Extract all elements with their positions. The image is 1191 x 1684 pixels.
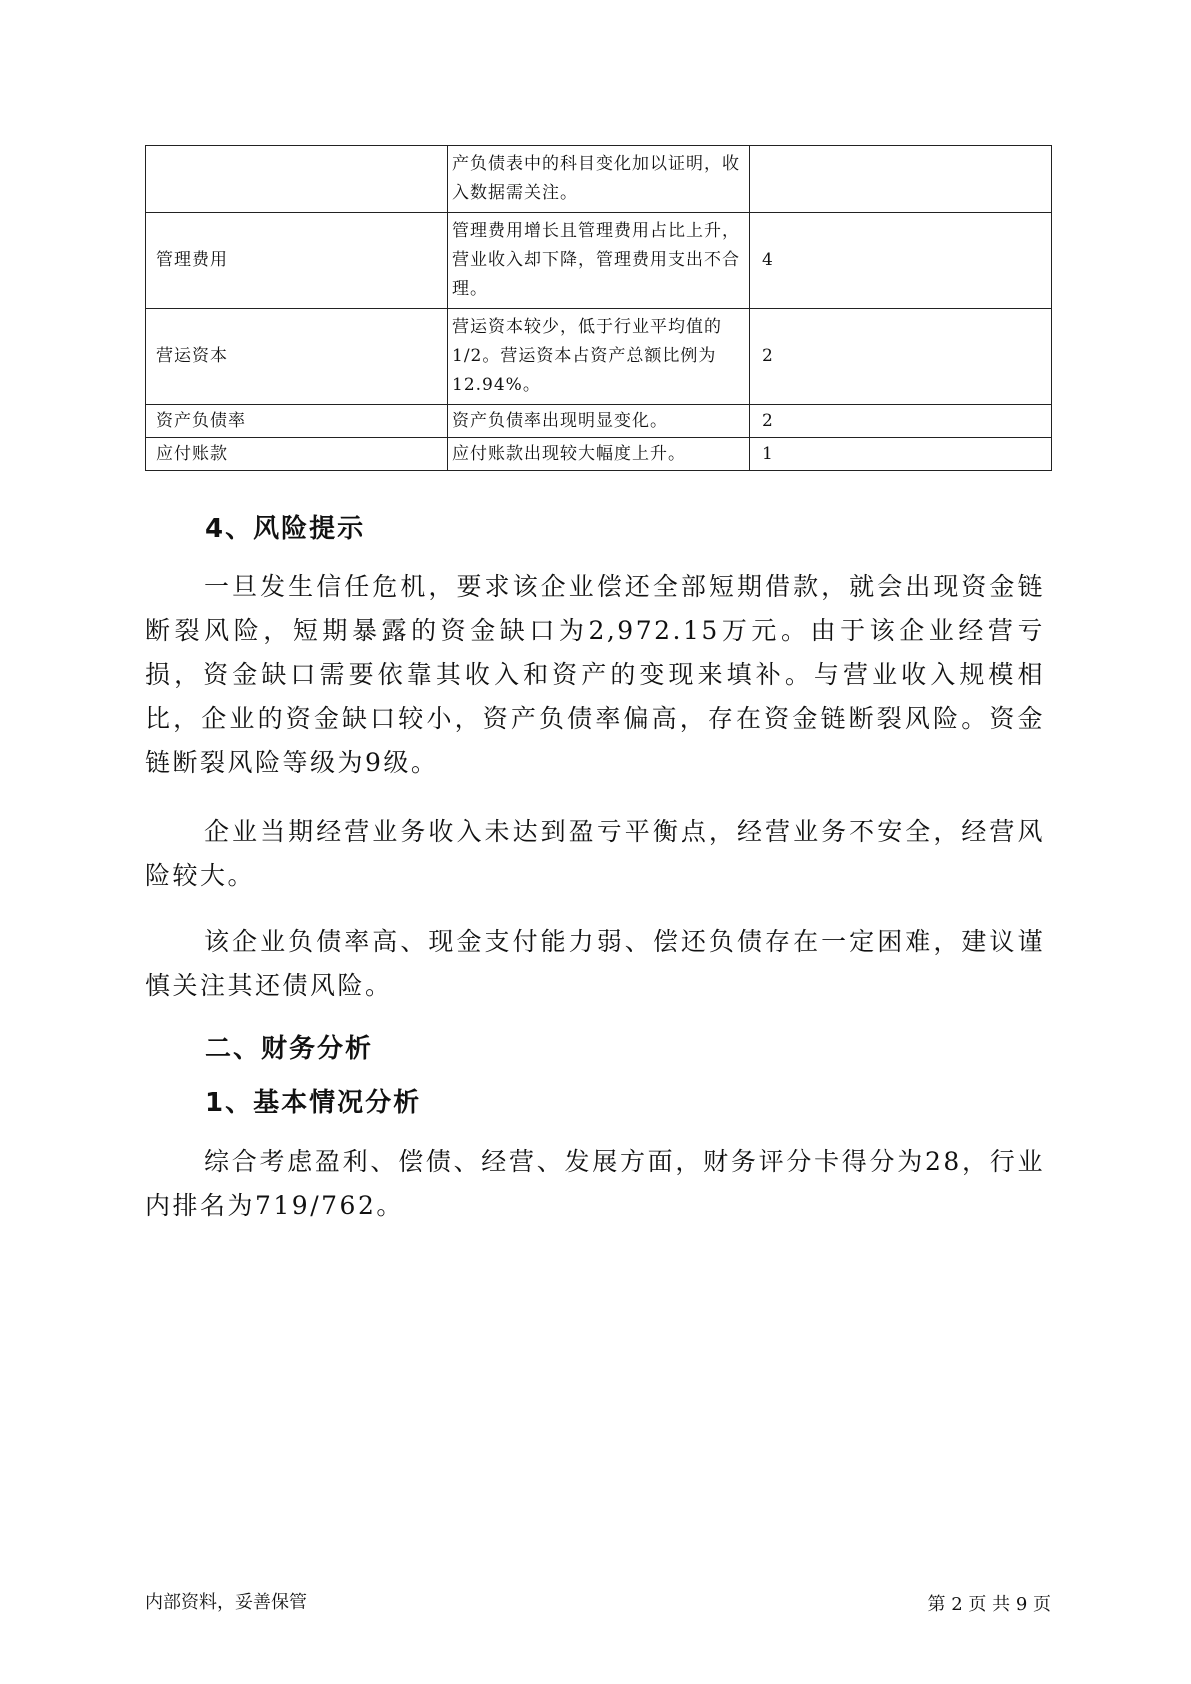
basic-analysis-paragraph: 综合考虑盈利、偿债、经营、发展方面，财务评分卡得分为28，行业内排名为719/762。 <box>145 1147 1045 1220</box>
row-description: 管理费用增长且管理费用占比上升，营业收入却下降，管理费用支出不合理。 <box>448 213 750 309</box>
basic-analysis-heading: 1、基本情况分析 <box>205 1088 422 1118</box>
risk-paragraph: 一旦发生信任危机，要求该企业偿还全部短期借款，就会出现资金链断裂风险，短期暴露的资金缺口为2,972.15万元。由于该企业经营亏损，资金缺口需要依靠其收入和资产的变现来填补。与营业收入规模相比，企业的资金缺口较小，资产负债率偏高，存在资金链断裂风险。资金链断裂风险等级为9级。 <box>145 572 1045 777</box>
page-number: 第 2 页 共 9 页 <box>927 1594 1051 1615</box>
row-item: 资产负债率 <box>146 405 448 438</box>
risk-paragraph: 企业当期经营业务收入未达到盈亏平衡点，经营业务不安全，经营风险较大。 <box>145 817 1045 890</box>
row-item: 管理费用 <box>146 213 448 309</box>
table-row <box>146 438 1052 471</box>
row-description: 产负债表中的科目变化加以证明，收入数据需关注。 <box>448 146 750 213</box>
footer-confidential-note: 内部资料，妥善保管 <box>145 1592 307 1613</box>
row-description: 资产负债率出现明显变化。 <box>448 405 750 438</box>
finance-heading: 二、财务分析 <box>205 1034 374 1064</box>
risk-score-table <box>145 145 1052 471</box>
row-score: 4 <box>750 213 1052 309</box>
row-score: 2 <box>750 405 1052 438</box>
row-score: 2 <box>750 309 1052 405</box>
table-row <box>146 405 1052 438</box>
row-item: 营运资本 <box>146 309 448 405</box>
risk-paragraph: 该企业负债率高、现金支付能力弱、偿还负债存在一定困难，建议谨慎关注其还债风险。 <box>145 927 1045 1000</box>
row-item <box>146 146 448 213</box>
row-item: 应付账款 <box>146 438 448 471</box>
row-score: 1 <box>750 438 1052 471</box>
table-row <box>146 146 1052 213</box>
row-score <box>750 146 1052 213</box>
table-row <box>146 213 1052 309</box>
table-row <box>146 309 1052 405</box>
row-description: 营运资本较少，低于行业平均值的1/2。营运资本占资产总额比例为12.94%。 <box>448 309 750 405</box>
row-description: 应付账款出现较大幅度上升。 <box>448 438 750 471</box>
risk-heading: 4、风险提示 <box>205 514 366 544</box>
